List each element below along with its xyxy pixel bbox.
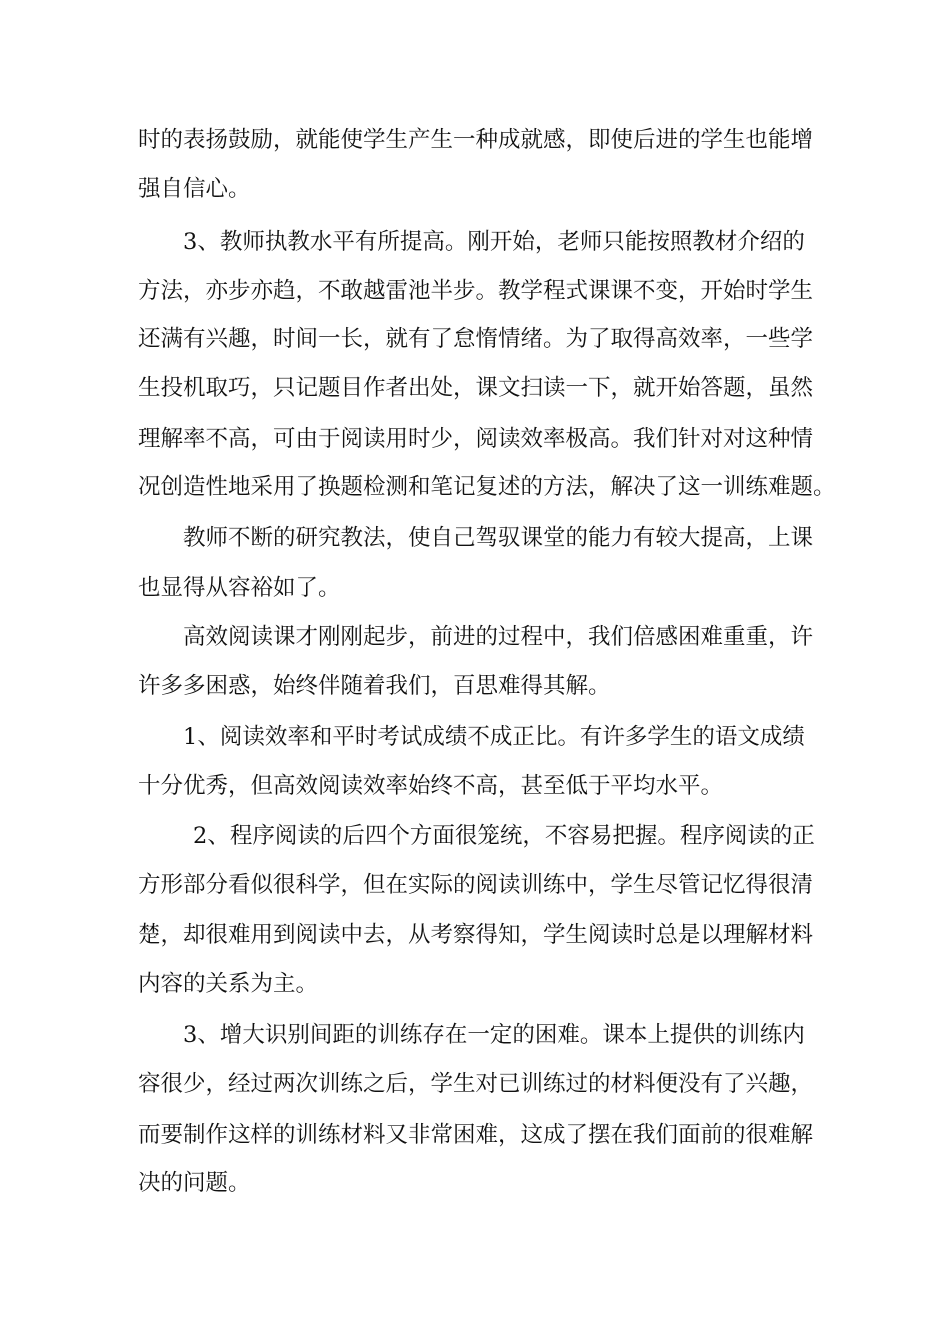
text-line: 方法，亦步亦趋，不敢越雷池半步。教学程式课课不变，开始时学生 <box>138 278 814 304</box>
text-line: 还满有兴趣，时间一长，就有了怠惰情绪。为了取得高效率，一些学 <box>138 326 814 352</box>
text-line: 也显得从容裕如了。 <box>138 575 341 601</box>
text-line: 2、程序阅读的后四个方面很笼统，不容易把握。程序阅读的正 <box>193 823 815 849</box>
text-line: 况创造性地采用了换题检测和笔记复述的方法，解决了这一训练难题。 <box>138 474 836 500</box>
text-line: 教师不断的研究教法，使自己驾驭课堂的能力有较大提高，上课 <box>183 525 814 551</box>
text-line: 时的表扬鼓励，就能使学生产生一种成就感，即使后进的学生也能增 <box>138 127 814 153</box>
text-line: 高效阅读课才刚刚起步，前进的过程中，我们倍感困难重重，许 <box>183 624 814 650</box>
text-line: 而要制作这样的训练材料又非常困难，这成了摆在我们面前的很难解 <box>138 1122 814 1148</box>
text-line: 3、教师执教水平有所提高。刚开始，老师只能按照教材介绍的 <box>183 229 805 255</box>
text-line: 3、增大识别间距的训练存在一定的困难。课本上提供的训练内 <box>183 1022 805 1048</box>
text-line: 生投机取巧，只记题目作者出处，课文扫读一下，就开始答题，虽然 <box>138 375 814 401</box>
text-line: 许多多困惑，始终伴随着我们，百思难得其解。 <box>138 673 611 699</box>
text-line: 内容的关系为主。 <box>138 971 319 997</box>
text-line: 强自信心。 <box>138 176 251 202</box>
text-line: 楚，却很难用到阅读中去，从考察得知，学生阅读时总是以理解材料 <box>138 922 814 948</box>
text-line: 容很少，经过两次训练之后，学生对已训练过的材料便没有了兴趣， <box>138 1071 814 1097</box>
text-line: 1、阅读效率和平时考试成绩不成正比。有许多学生的语文成绩 <box>183 724 805 750</box>
text-line: 方形部分看似很科学，但在实际的阅读训练中，学生尽管记忆得很清 <box>138 872 814 898</box>
text-line: 理解率不高，可由于阅读用时少，阅读效率极高。我们针对对这种情 <box>138 426 814 452</box>
text-line: 十分优秀，但高效阅读效率始终不高，甚至低于平均水平。 <box>138 773 724 799</box>
text-line: 决的问题。 <box>138 1170 251 1196</box>
